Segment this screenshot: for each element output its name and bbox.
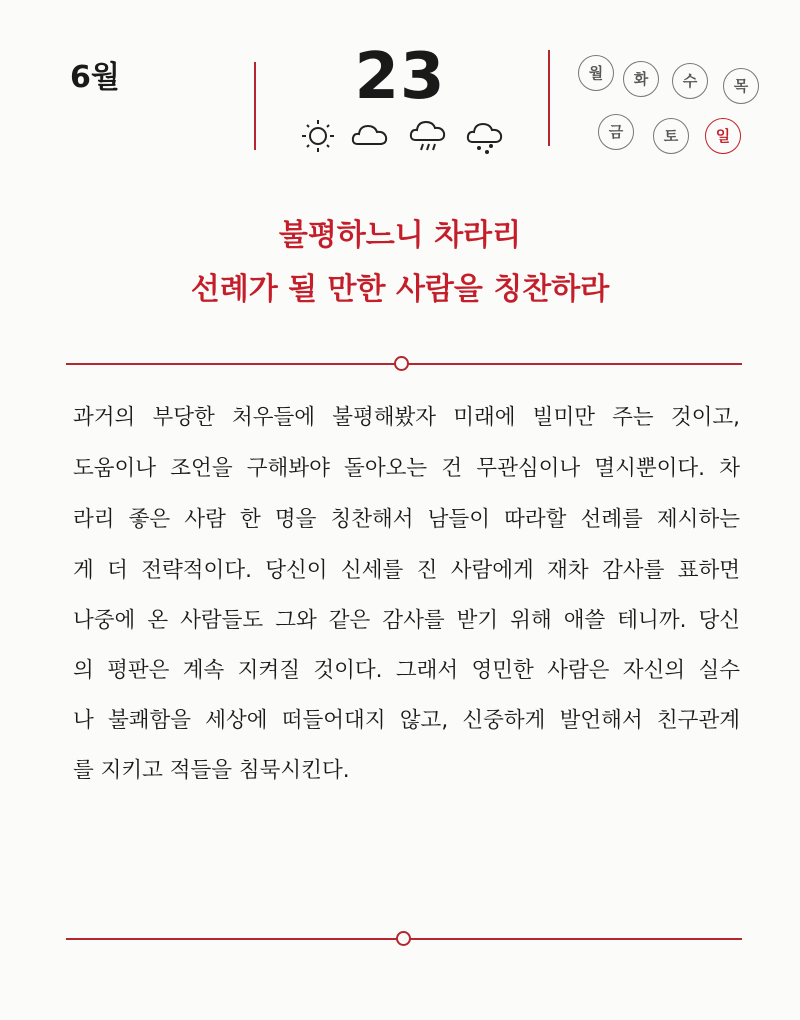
month-label: 6월 bbox=[70, 60, 120, 95]
body-line: 게 더 전략적이다. 당신이 신세를 진 사람에게 재차 감사를 표하면 bbox=[73, 558, 740, 583]
body-line: 나중에 온 사람들도 그와 같은 감사를 받기 위해 애쓸 테니까. 당신 bbox=[73, 608, 740, 633]
cloud-icon[interactable] bbox=[350, 118, 390, 154]
weekday-sat[interactable]: 토 bbox=[653, 118, 689, 154]
header-separator-right bbox=[548, 50, 550, 146]
weekday-sun-selected[interactable]: 일 bbox=[705, 118, 741, 154]
body-line: 나 불쾌함을 세상에 떠들어대지 않고, 신중하게 발언해서 친구관계 bbox=[73, 708, 740, 733]
sun-icon[interactable] bbox=[298, 118, 338, 154]
rain-cloud-icon[interactable] bbox=[408, 118, 448, 154]
weekday-tue[interactable]: 화 bbox=[623, 61, 659, 97]
body-line: 라리 좋은 사람 한 명을 칭찬해서 남들이 따라할 선례를 제시하는 bbox=[73, 507, 740, 532]
weekday-thu[interactable]: 목 bbox=[723, 68, 759, 104]
body-line: 도움이나 조언을 구해봐야 돌아오는 건 무관심이나 멸시뿐이다. 차 bbox=[73, 456, 740, 481]
weekday-mon[interactable]: 월 bbox=[578, 55, 614, 91]
title-line-1: 불평하느니 차라리 bbox=[278, 218, 522, 253]
body-line: 의 평판은 계속 지켜질 것이다. 그래서 영민한 사람은 자신의 실수 bbox=[73, 658, 740, 683]
title-line-2: 선례가 될 만한 사람을 칭찬하라 bbox=[190, 272, 610, 307]
body-line: 과거의 부당한 처우들에 불평해봤자 미래에 빌미만 주는 것이고, bbox=[73, 405, 740, 430]
weekday-fri[interactable]: 금 bbox=[598, 114, 634, 150]
snow-cloud-icon[interactable] bbox=[465, 122, 505, 158]
bottom-divider-ornament bbox=[396, 931, 411, 946]
body-line: 를 지키고 적들을 침묵시킨다. bbox=[73, 758, 350, 783]
header-separator-left bbox=[254, 62, 256, 150]
top-divider-ornament bbox=[394, 356, 409, 371]
weekday-wed[interactable]: 수 bbox=[672, 63, 708, 99]
day-number: 23 bbox=[354, 40, 446, 114]
